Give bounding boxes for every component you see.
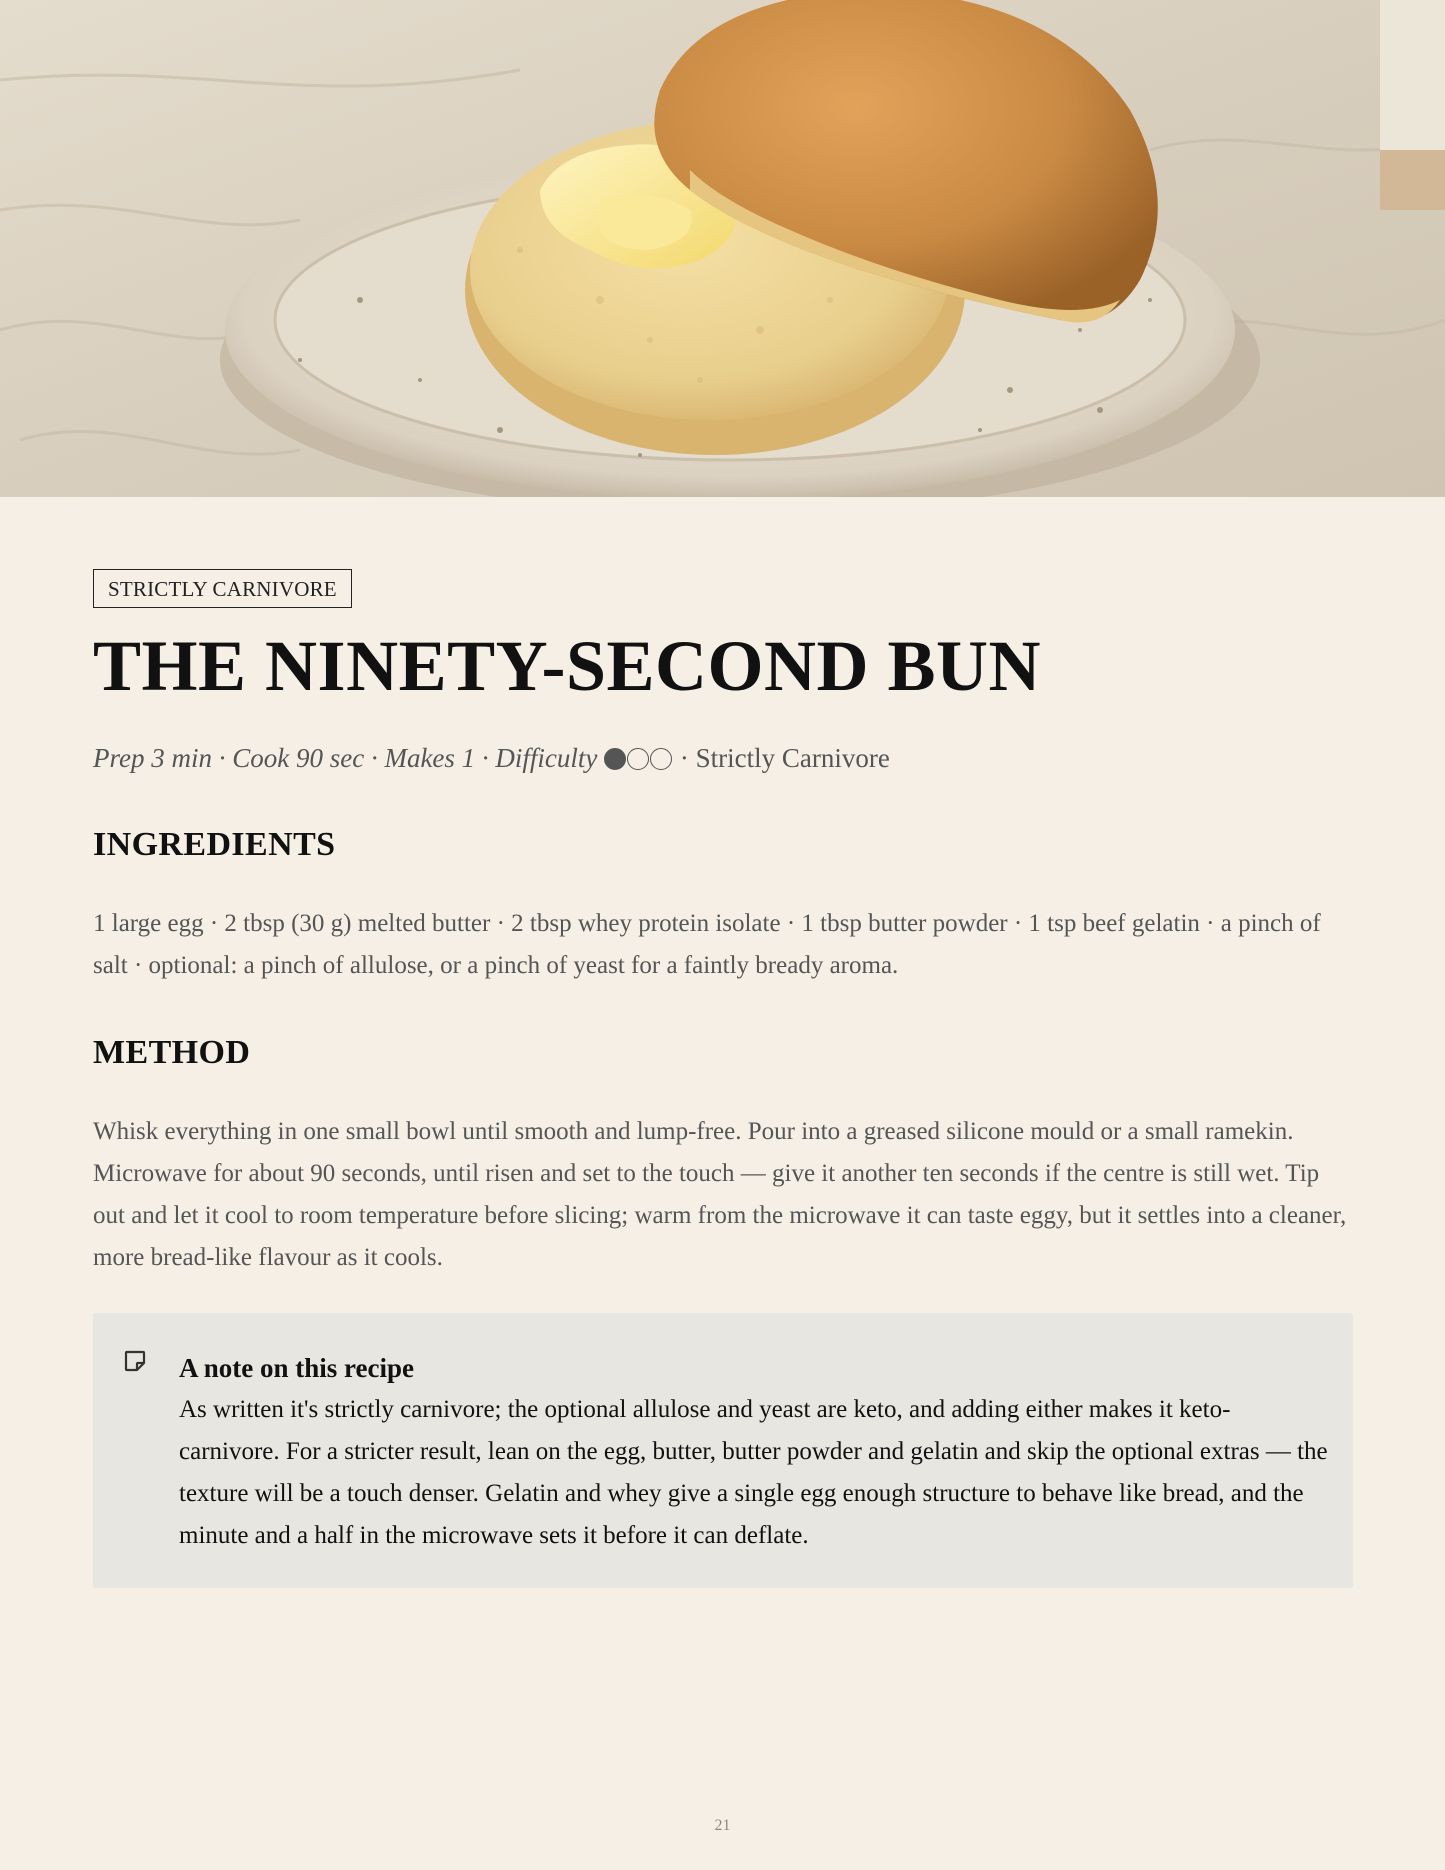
- ingredients-text: 1 large egg · 2 tbsp (30 g) melted butter · 2 tbsp whey protein isolate · 1 tbsp butter powder · 1 tsp beef gelatin · a pinch of salt · optional: a pinch of allulose, or a pinch of yeast for a faintly bready aroma.: [93, 910, 1321, 979]
- cook-time: Cook 90 sec: [232, 743, 365, 773]
- sticky-note-icon: [123, 1349, 147, 1373]
- hero-photo: [0, 0, 1445, 497]
- meta-separator: ·: [475, 743, 496, 773]
- difficulty-label: Difficulty: [495, 743, 598, 773]
- method-text: Whisk everything in one small bowl until smooth and lump-free. Pour into a greased silicone mould or a small ramekin. Microwave for about 90 seconds, until risen and set to the touch — give it another ten seconds if the centre is still wet. Tip out and let it cool to room temperature before slicing; warm from the microwave it can taste eggy, but it settles into a cleaner, more bread-like flavour as it cools.: [93, 1118, 1347, 1271]
- diet-category: Strictly Carnivore: [695, 743, 890, 773]
- difficulty-dot-empty: [627, 748, 649, 770]
- meta-separator: ·: [211, 743, 233, 773]
- recipe-title: THE NINETY-SECOND BUN: [93, 626, 1042, 706]
- page-number: 21: [714, 1817, 731, 1834]
- recipe-note-callout: [93, 1313, 1353, 1588]
- note-text: As written it's strictly carnivore; the optional allulose and yeast are keto, and adding either makes it keto-carnivore. For a stricter result, lean on the egg, butter, butter powder and gelatin and skip the optional extras — the texture will be a touch denser. Gelatin and whey give a single egg enough structure to behave like bread, and the minute and a half in the microwave sets it before it can deflate.: [179, 1396, 1328, 1549]
- difficulty-dot-empty: [650, 748, 672, 770]
- ingredients-heading: INGREDIENTS: [93, 826, 336, 863]
- prep-time: Prep 3 min: [93, 743, 212, 773]
- difficulty-dot-filled: [604, 748, 626, 770]
- method-heading: METHOD: [93, 1034, 251, 1071]
- recipe-content: [93, 569, 1353, 1279]
- difficulty-rating: [604, 743, 673, 779]
- meta-separator: ·: [673, 743, 696, 773]
- yield: Makes 1: [384, 743, 476, 773]
- meta-separator: ·: [364, 743, 385, 773]
- note-body: [179, 1347, 1329, 1557]
- note-title: A note on this recipe: [179, 1353, 414, 1383]
- recipe-meta: [93, 740, 1353, 779]
- category-badge: STRICTLY CARNIVORE: [93, 569, 352, 608]
